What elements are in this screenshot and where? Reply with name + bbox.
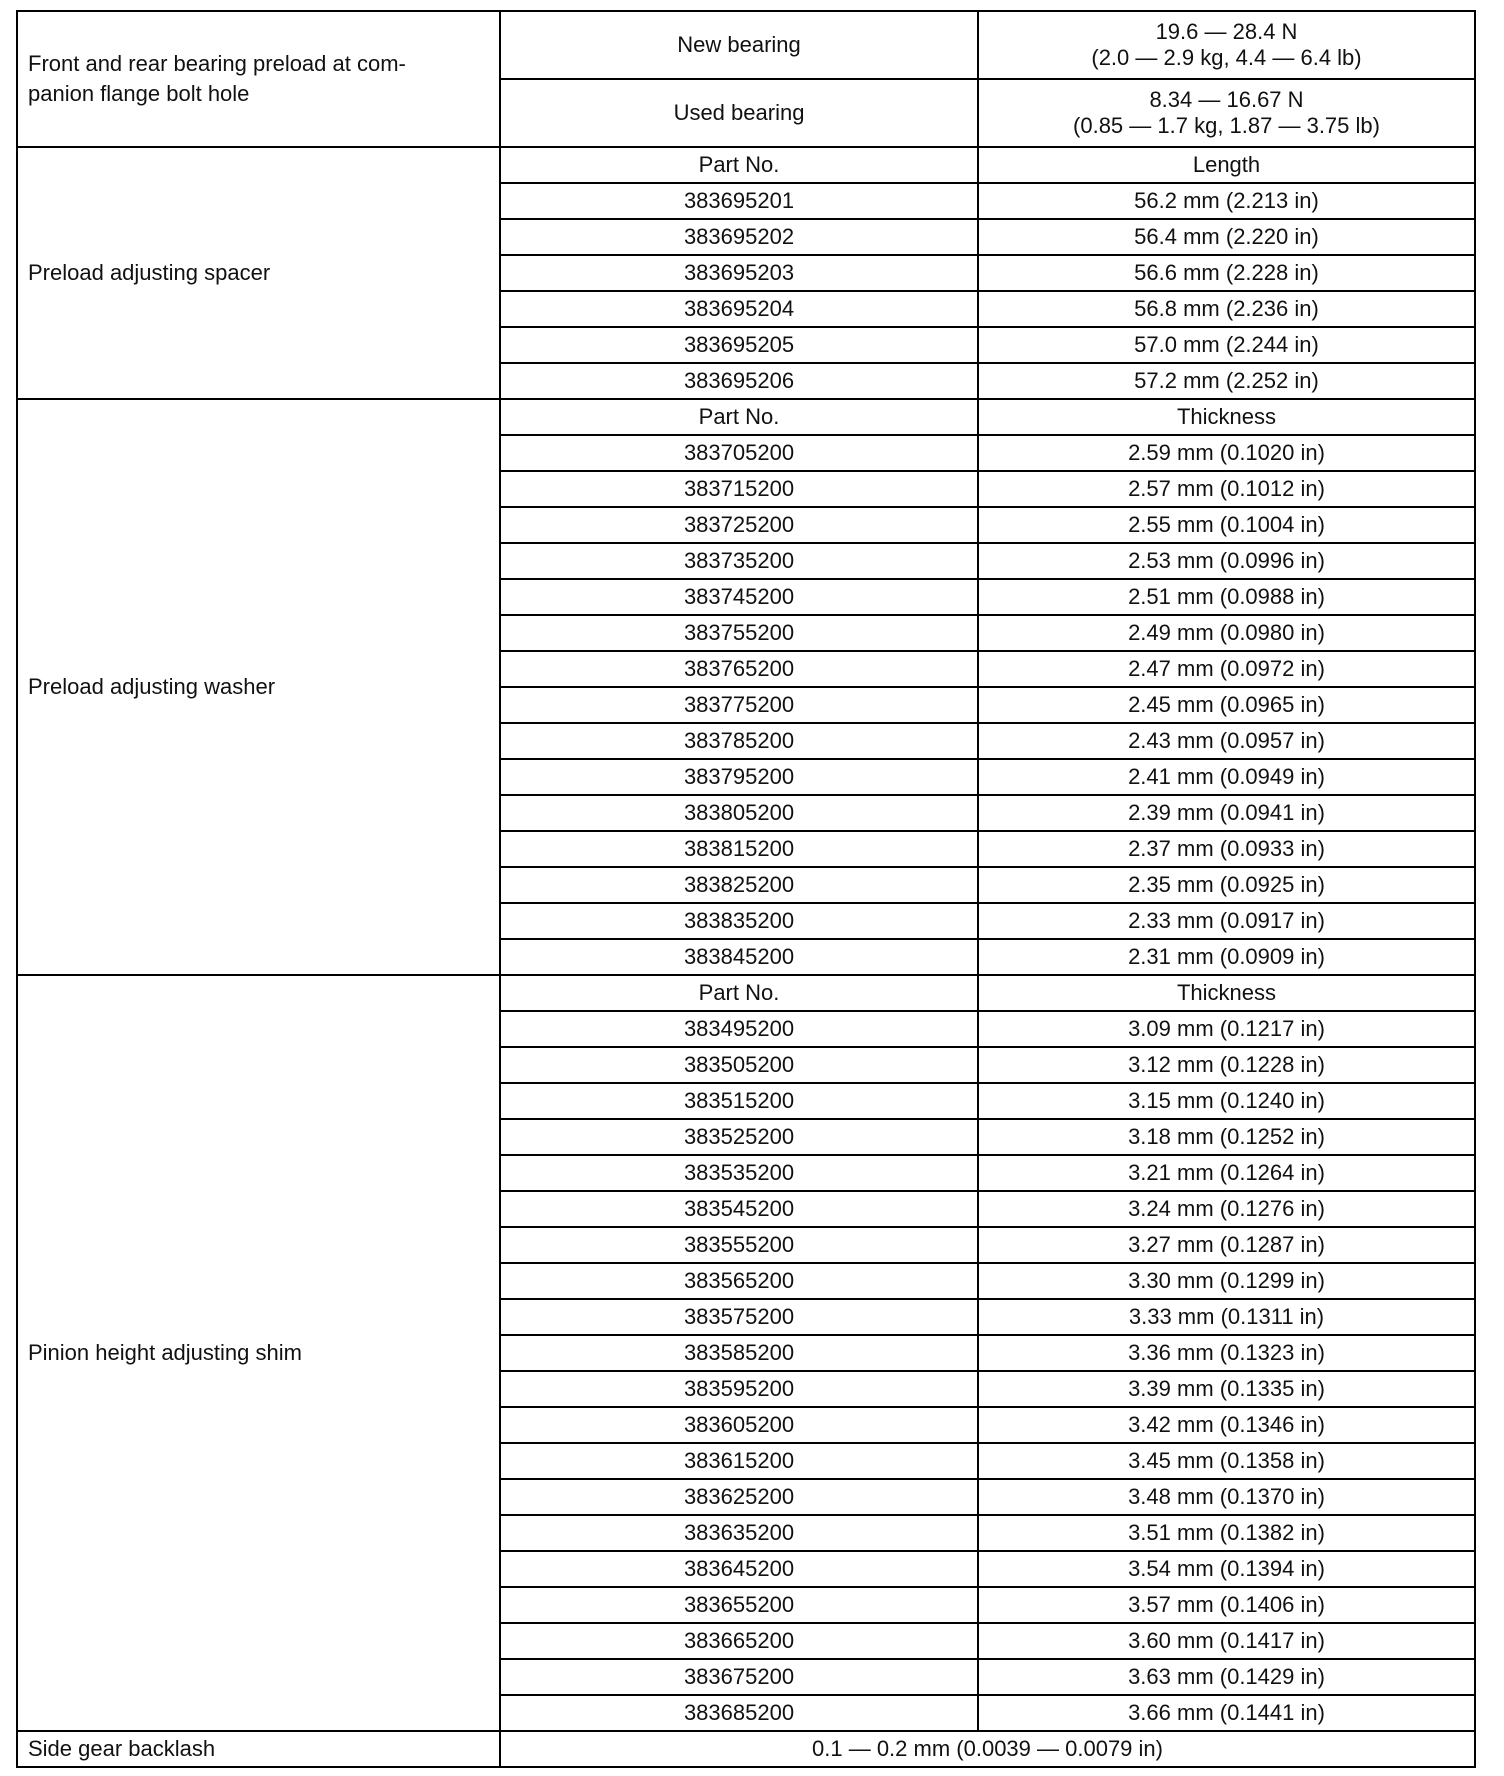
- spacer-header-value: Length: [978, 147, 1475, 183]
- spacer-value: 56.2 mm (2.213 in): [978, 183, 1475, 219]
- shim-value: 3.39 mm (0.1335 in): [978, 1371, 1475, 1407]
- spacer-value: 57.2 mm (2.252 in): [978, 363, 1475, 399]
- spec-table: [16, 10, 1476, 1768]
- shim-part-number: 383655200: [500, 1587, 978, 1623]
- shim-part-number: 383495200: [500, 1011, 978, 1047]
- shim-part-number: 383645200: [500, 1551, 978, 1587]
- washer-value: 2.45 mm (0.0965 in): [978, 687, 1475, 723]
- spacer-part-number: 383695204: [500, 291, 978, 327]
- washer-value: 2.49 mm (0.0980 in): [978, 615, 1475, 651]
- washer-value: 2.53 mm (0.0996 in): [978, 543, 1475, 579]
- spacer-header-row: [17, 147, 1475, 183]
- preload-value-new-line1: 19.6 — 28.4 N: [1155, 19, 1298, 44]
- washer-part-number: 383745200: [500, 579, 978, 615]
- backlash-row: [17, 1731, 1475, 1767]
- shim-part-number: 383535200: [500, 1155, 978, 1191]
- shim-value: 3.42 mm (0.1346 in): [978, 1407, 1475, 1443]
- washer-value: 2.33 mm (0.0917 in): [978, 903, 1475, 939]
- shim-value: 3.45 mm (0.1358 in): [978, 1443, 1475, 1479]
- shim-value: 3.54 mm (0.1394 in): [978, 1551, 1475, 1587]
- shim-value: 3.21 mm (0.1264 in): [978, 1155, 1475, 1191]
- shim-label: Pinion height adjusting shim: [17, 975, 500, 1731]
- shim-part-number: 383555200: [500, 1227, 978, 1263]
- washer-part-number: 383715200: [500, 471, 978, 507]
- shim-value: 3.66 mm (0.1441 in): [978, 1695, 1475, 1731]
- spacer-part-number: 383695206: [500, 363, 978, 399]
- washer-part-number: 383845200: [500, 939, 978, 975]
- washer-part-number: 383765200: [500, 651, 978, 687]
- spacer-value: 56.8 mm (2.236 in): [978, 291, 1475, 327]
- shim-value: 3.36 mm (0.1323 in): [978, 1335, 1475, 1371]
- shim-value: 3.33 mm (0.1311 in): [978, 1299, 1475, 1335]
- spacer-part-number: 383695201: [500, 183, 978, 219]
- shim-part-number: 383515200: [500, 1083, 978, 1119]
- shim-value: 3.63 mm (0.1429 in): [978, 1659, 1475, 1695]
- preload-value-used-line2: (0.85 — 1.7 kg, 1.87 — 3.75 lb): [1073, 113, 1380, 138]
- spacer-part-number: 383695203: [500, 255, 978, 291]
- spacer-part-number: 383695202: [500, 219, 978, 255]
- washer-part-number: 383835200: [500, 903, 978, 939]
- shim-value: 3.57 mm (0.1406 in): [978, 1587, 1475, 1623]
- washer-part-number: 383825200: [500, 867, 978, 903]
- preload-value-new: [978, 11, 1475, 79]
- shim-value: 3.12 mm (0.1228 in): [978, 1047, 1475, 1083]
- shim-part-number: 383675200: [500, 1659, 978, 1695]
- shim-header-part: Part No.: [500, 975, 978, 1011]
- washer-part-number: 383775200: [500, 687, 978, 723]
- preload-condition-used: Used bearing: [500, 79, 978, 147]
- washer-value: 2.41 mm (0.0949 in): [978, 759, 1475, 795]
- shim-value: 3.18 mm (0.1252 in): [978, 1119, 1475, 1155]
- washer-header-row: [17, 399, 1475, 435]
- spec-table-body: [17, 11, 1475, 1767]
- spacer-part-number: 383695205: [500, 327, 978, 363]
- shim-value: 3.30 mm (0.1299 in): [978, 1263, 1475, 1299]
- backlash-value: 0.1 — 0.2 mm (0.0039 — 0.0079 in): [500, 1731, 1475, 1767]
- shim-part-number: 383665200: [500, 1623, 978, 1659]
- shim-part-number: 383595200: [500, 1371, 978, 1407]
- shim-part-number: 383605200: [500, 1407, 978, 1443]
- preload-label: [17, 11, 500, 147]
- shim-value: 3.27 mm (0.1287 in): [978, 1227, 1475, 1263]
- washer-header-value: Thickness: [978, 399, 1475, 435]
- preload-value-used: [978, 79, 1475, 147]
- washer-part-number: 383805200: [500, 795, 978, 831]
- washer-part-number: 383755200: [500, 615, 978, 651]
- backlash-label: Side gear backlash: [17, 1731, 500, 1767]
- preload-condition-new: New bearing: [500, 11, 978, 79]
- shim-part-number: 383565200: [500, 1263, 978, 1299]
- spacer-label: Preload adjusting spacer: [17, 147, 500, 399]
- shim-part-number: 383505200: [500, 1047, 978, 1083]
- shim-part-number: 383585200: [500, 1335, 978, 1371]
- shim-part-number: 383635200: [500, 1515, 978, 1551]
- spacer-value: 56.4 mm (2.220 in): [978, 219, 1475, 255]
- preload-value-used-line1: 8.34 — 16.67 N: [1149, 87, 1304, 112]
- washer-part-number: 383735200: [500, 543, 978, 579]
- shim-value: 3.09 mm (0.1217 in): [978, 1011, 1475, 1047]
- shim-header-row: [17, 975, 1475, 1011]
- shim-part-number: 383625200: [500, 1479, 978, 1515]
- washer-value: 2.51 mm (0.0988 in): [978, 579, 1475, 615]
- washer-value: 2.47 mm (0.0972 in): [978, 651, 1475, 687]
- shim-value: 3.24 mm (0.1276 in): [978, 1191, 1475, 1227]
- spacer-value: 56.6 mm (2.228 in): [978, 255, 1475, 291]
- spacer-value: 57.0 mm (2.244 in): [978, 327, 1475, 363]
- preload-label-line1: Front and rear bearing preload at com-: [28, 51, 406, 76]
- preload-new-row: [17, 11, 1475, 79]
- shim-part-number: 383615200: [500, 1443, 978, 1479]
- shim-part-number: 383685200: [500, 1695, 978, 1731]
- washer-value: 2.43 mm (0.0957 in): [978, 723, 1475, 759]
- washer-header-part: Part No.: [500, 399, 978, 435]
- washer-part-number: 383785200: [500, 723, 978, 759]
- spacer-header-part: Part No.: [500, 147, 978, 183]
- washer-value: 2.59 mm (0.1020 in): [978, 435, 1475, 471]
- shim-value: 3.60 mm (0.1417 in): [978, 1623, 1475, 1659]
- shim-value: 3.51 mm (0.1382 in): [978, 1515, 1475, 1551]
- shim-value: 3.48 mm (0.1370 in): [978, 1479, 1475, 1515]
- washer-value: 2.31 mm (0.0909 in): [978, 939, 1475, 975]
- shim-part-number: 383545200: [500, 1191, 978, 1227]
- washer-label: Preload adjusting washer: [17, 399, 500, 975]
- shim-part-number: 383525200: [500, 1119, 978, 1155]
- washer-value: 2.35 mm (0.0925 in): [978, 867, 1475, 903]
- washer-part-number: 383815200: [500, 831, 978, 867]
- washer-value: 2.37 mm (0.0933 in): [978, 831, 1475, 867]
- shim-value: 3.15 mm (0.1240 in): [978, 1083, 1475, 1119]
- washer-part-number: 383725200: [500, 507, 978, 543]
- washer-value: 2.55 mm (0.1004 in): [978, 507, 1475, 543]
- shim-part-number: 383575200: [500, 1299, 978, 1335]
- shim-header-value: Thickness: [978, 975, 1475, 1011]
- washer-value: 2.57 mm (0.1012 in): [978, 471, 1475, 507]
- washer-value: 2.39 mm (0.0941 in): [978, 795, 1475, 831]
- washer-part-number: 383705200: [500, 435, 978, 471]
- preload-label-line2: panion flange bolt hole: [28, 81, 250, 106]
- washer-part-number: 383795200: [500, 759, 978, 795]
- preload-value-new-line2: (2.0 — 2.9 kg, 4.4 — 6.4 lb): [1091, 45, 1362, 70]
